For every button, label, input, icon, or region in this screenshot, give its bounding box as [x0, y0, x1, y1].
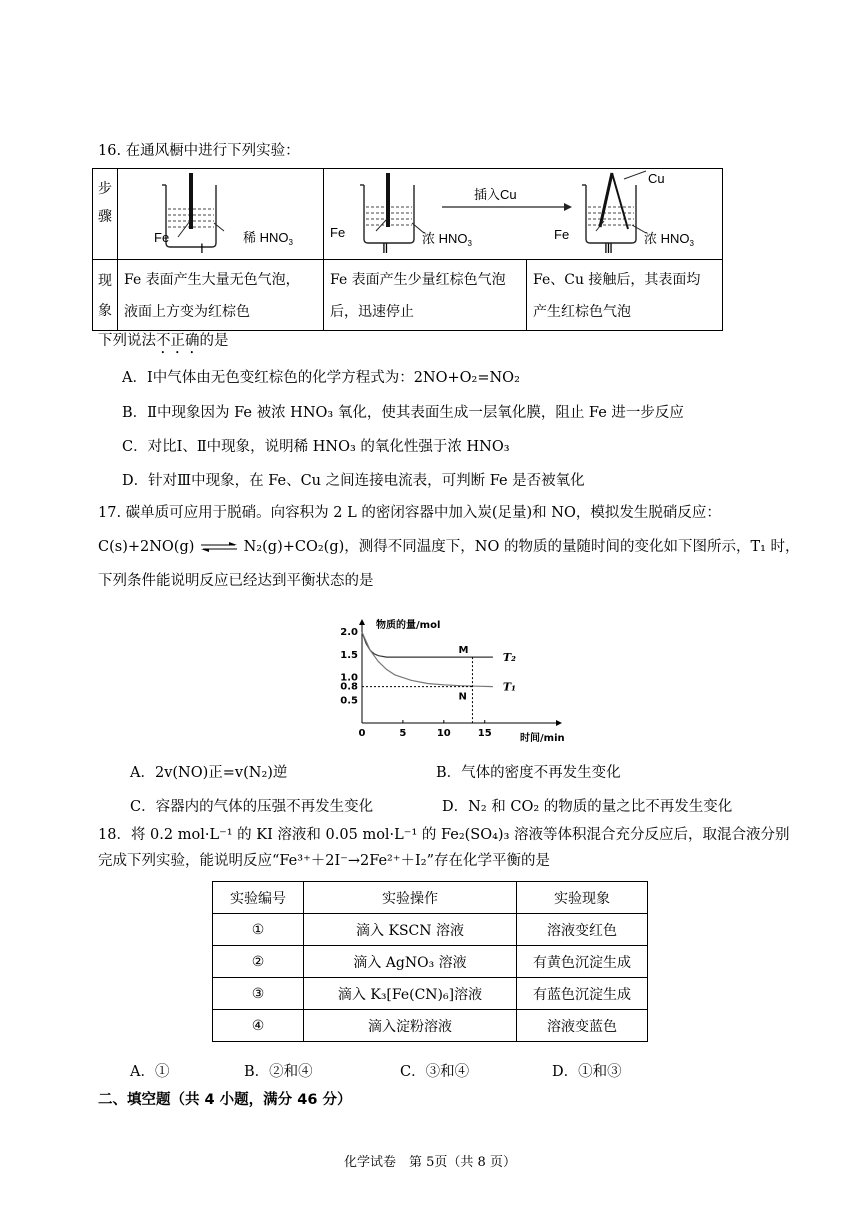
q17-option-c: C．容器内的气体的压强不再发生变化 [130, 799, 374, 815]
point-label: M [458, 645, 469, 657]
q18-line1: 18．将 0.2 mol·L⁻¹ 的 KI 溶液和 0.05 mol·L⁻¹ 的 Fe₂(SO₄)₃ 溶液等体积混合充分反应后，取混合液分别 [98, 827, 790, 843]
x-axis-arrow-icon [556, 720, 562, 726]
roman-2: Ⅱ [382, 241, 389, 256]
roman-3: Ⅲ [604, 241, 613, 256]
acid-label-2: 浓 HNO [422, 231, 468, 246]
series-label: T₁ [502, 680, 516, 694]
header-cell: 实验现象 [517, 882, 648, 914]
series-label: T₂ [502, 651, 516, 665]
step-label: 步骤 [93, 169, 118, 260]
q18-option-b: B．②和④ [244, 1064, 313, 1080]
fig-cell-1 [118, 169, 324, 260]
q16-question: 下列说法不正确的是 [98, 333, 229, 349]
section-2-heading: 二、填空题（共 4 小题，满分 46 分） [98, 1092, 352, 1108]
svg-text:浓 HNO3: 浓 $HNO_3$ [422, 231, 472, 248]
fe-label-2: Fe [330, 225, 346, 240]
q16-option-c: C．对比Ⅰ、Ⅱ中现象，说明稀 HNO₃ 的氧化性强于浓 HNO₃ [122, 439, 510, 455]
q17-line1: 17. 碳单质可应用于脱硝。向容积为 2 L 的密闭容器中加入炭(足量)和 NO，模拟发生脱硝反应： [98, 505, 721, 521]
q18-option-c: C．③和④ [400, 1064, 470, 1080]
y-tick-label: 0.8 [340, 681, 358, 693]
obs-cell-3: Fe、Cu 接触后，其表面均 产生红棕色气泡 [527, 260, 723, 331]
y-tick-label: 1.0 [340, 672, 358, 684]
svg-text:浓 HNO3: 浓 $HNO_3$ [644, 231, 694, 248]
q17-option-d: D．N₂ 和 CO₂ 的物质的量之比不再发生变化 [442, 799, 733, 815]
table-row: ③ 滴入 K₃[Fe(CN)₆]溶液 有蓝色沉淀生成 [213, 978, 648, 1010]
x-tick-label: 0 [358, 728, 366, 739]
table-row: ① 滴入 KSCN 溶液 溶液变红色 [213, 914, 648, 946]
x-tick-label: 15 [477, 728, 492, 739]
y-tick-label: 0.5 [340, 695, 358, 707]
header-cell: 实验操作 [304, 882, 517, 914]
table-row: ② 滴入 AgNO₃ 溶液 有黄色沉淀生成 [213, 946, 648, 978]
header-cell: 实验编号 [213, 882, 304, 914]
q18-line2: 完成下列实验，能说明反应“Fe³⁺＋2I⁻→2Fe²⁺＋I₂”存在化学平衡的是 [98, 853, 550, 869]
y-tick-label: 1.5 [340, 649, 358, 661]
arrow-head-icon [564, 203, 572, 211]
q16-option-a: A．Ⅰ中气体由无色变红棕色的化学方程式为：2NO+O₂=NO₂ [122, 370, 520, 386]
roman-1: Ⅰ [200, 241, 204, 256]
x-tick-label: 5 [399, 728, 407, 739]
q16-intro: 16. 在通风橱中进行下列实验： [98, 143, 300, 159]
obs-cell-1: Fe 表面产生大量无色气泡， 液面上方变为红棕色 [118, 260, 324, 331]
y-tick-label: 2.0 [340, 627, 358, 639]
acid-label-3: 浓 HNO [644, 231, 690, 246]
q16-option-d: D．针对Ⅲ中现象，在 Fe、Cu 之间连接电流表，可判断 Fe 是否被氧化 [122, 473, 585, 489]
q17-option-b: B．气体的密度不再发生变化 [436, 765, 621, 781]
table-row: ④ 滴入淀粉溶液 溶液变蓝色 [213, 1010, 648, 1042]
fig-cell-23 [324, 169, 723, 260]
q18-table [212, 881, 648, 1042]
fe-label-3: Fe [554, 227, 570, 242]
q17-line2: C(s)+2NO(g) N₂(g)+CO₂(g)，测得不同温度下，NO 的物质的量随时间的变化如下图所示，T₁ 时， [98, 539, 800, 555]
obs-cell-2: Fe 表面产生少量红棕色气泡 后，迅速停止 [324, 260, 527, 331]
q17-option-a: A．2v(NO)正=v(N₂)逆 [130, 765, 288, 781]
x-tick-label: 10 [436, 728, 451, 739]
fe-label-1: Fe [154, 230, 170, 245]
nitrogen-oxide-chart [330, 615, 565, 750]
x-axis-label: 时间/min [520, 733, 565, 744]
series-line [362, 632, 493, 657]
beaker-figure-1 [118, 169, 323, 255]
q18-option-d: D．①和③ [552, 1064, 622, 1080]
obs-label: 现象 [93, 260, 118, 331]
q16-experiment-table [92, 168, 723, 331]
q18-option-a: A．① [130, 1064, 170, 1080]
series-line [362, 632, 493, 687]
page-footer: 化学试卷 第 5页（共 8 页） [344, 1155, 516, 1170]
point-label: N [458, 691, 467, 703]
arrow-text: 插入Cu [474, 187, 517, 202]
beaker-figure-2-3 [324, 169, 722, 255]
q16-option-b: B．Ⅱ中现象因为 Fe 被浓 HNO₃ 氧化，使其表面生成一层氧化膜，阻止 Fe 进一步反应 [122, 405, 684, 421]
y-axis-label: 物质的量/mol [376, 620, 441, 631]
equilibrium-arrow-icon [199, 541, 239, 553]
y-axis-arrow-icon [359, 619, 365, 625]
cu-label: Cu [648, 171, 665, 186]
acid-label-1: 稀 HNO [243, 230, 289, 245]
svg-text:稀 HNO3: 稀 $HNO_3$ [243, 230, 293, 247]
q17-line3: 下列条件能说明反应已经达到平衡状态的是 [98, 573, 374, 589]
q18-header-row [213, 882, 648, 914]
